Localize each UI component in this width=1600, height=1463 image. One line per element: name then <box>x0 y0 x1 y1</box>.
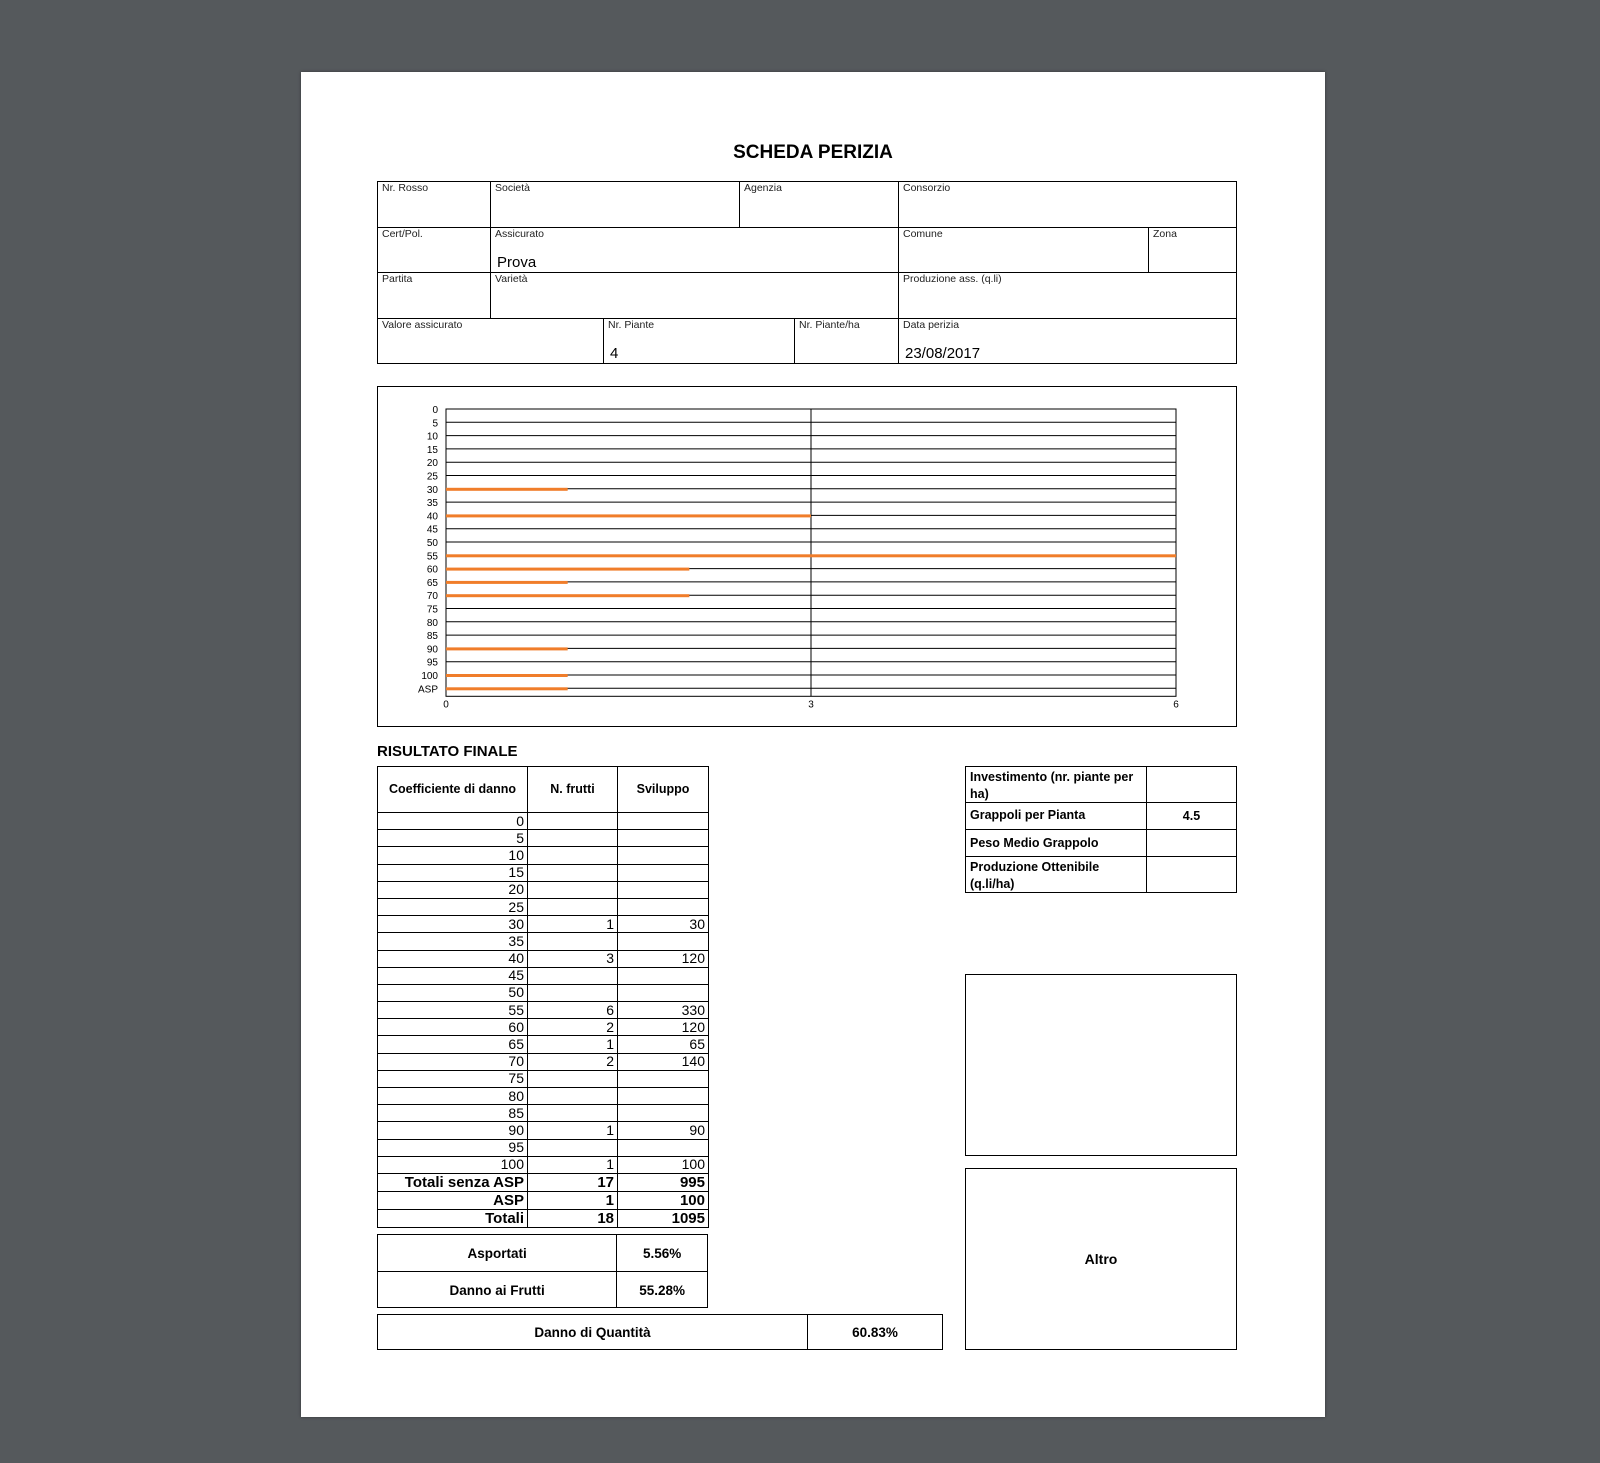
field-label: Partita <box>382 273 413 285</box>
cell-coefficiente: 100 <box>378 1156 528 1173</box>
cell-n-frutti <box>528 933 618 950</box>
cell-n-frutti <box>528 1070 618 1087</box>
y-tick-label: 40 <box>426 511 438 523</box>
field-produzione-ass <box>899 273 1237 319</box>
bar <box>446 488 568 491</box>
y-tick-label: 55 <box>426 551 438 563</box>
cell-n-frutti: 2 <box>528 1019 618 1036</box>
cell-sviluppo: 65 <box>618 1036 709 1053</box>
cell-coefficiente: 60 <box>378 1019 528 1036</box>
y-tick-label: 30 <box>426 484 438 496</box>
danno-frutti-label: Danno ai Frutti <box>378 1272 617 1308</box>
y-tick-label: 25 <box>426 471 438 483</box>
y-tick-label: 70 <box>426 591 438 603</box>
bar <box>446 568 689 571</box>
cell-n-frutti: 17 <box>528 1173 618 1191</box>
field-consorzio <box>899 182 1237 228</box>
field-label: Zona <box>1153 228 1177 240</box>
table-row <box>378 933 709 950</box>
table-row <box>378 984 709 1001</box>
header-form <box>377 181 1237 364</box>
peso-label: Peso Medio Grappolo <box>970 836 1099 850</box>
bar <box>446 687 568 690</box>
cell-sviluppo: 995 <box>618 1173 709 1191</box>
bar <box>446 594 689 597</box>
field-value: 23/08/2017 <box>905 345 981 362</box>
field-label: Data perizia <box>903 319 960 331</box>
cell-coefficiente: ASP <box>378 1191 528 1209</box>
table-row <box>378 813 709 830</box>
field-varieta <box>491 273 899 319</box>
cell-coefficiente: 90 <box>378 1122 528 1139</box>
field-nr-piante <box>604 319 795 363</box>
y-tick-label: 45 <box>426 524 438 536</box>
danno-quantita-label: Danno di Quantità <box>378 1315 808 1349</box>
bar <box>446 554 1176 557</box>
field-label: Valore assicurato <box>382 319 463 331</box>
x-tick-label: 6 <box>1173 699 1179 711</box>
cell-n-frutti <box>528 984 618 1001</box>
damage-chart <box>377 386 1237 727</box>
y-tick-label: 15 <box>426 444 438 456</box>
produzione-value <box>1146 857 1236 892</box>
cell-sviluppo <box>618 881 709 898</box>
field-nr-piante-ha <box>795 319 899 363</box>
cell-sviluppo <box>618 1139 709 1156</box>
cell-coefficiente: Totali <box>378 1209 528 1227</box>
field-label: Cert/Pol. <box>382 228 423 240</box>
field-value: Prova <box>497 254 537 271</box>
table-row <box>378 1122 709 1139</box>
cell-coefficiente: 30 <box>378 916 528 933</box>
field-assicurato <box>491 228 899 273</box>
cell-n-frutti <box>528 1105 618 1122</box>
field-label: Nr. Piante <box>608 319 655 331</box>
y-tick-label: 60 <box>426 564 438 576</box>
cell-coefficiente: Totali senza ASP <box>378 1173 528 1191</box>
y-tick-label: 5 <box>432 418 438 430</box>
y-tick-label: 35 <box>426 498 438 510</box>
x-tick-label: 0 <box>443 699 449 711</box>
cell-coefficiente: 5 <box>378 830 528 847</box>
danno-frutti-row <box>378 1272 707 1308</box>
field-label: Nr. Piante/ha <box>799 319 860 331</box>
report-page <box>301 72 1325 1417</box>
y-tick-label: ASP <box>417 684 438 696</box>
cell-coefficiente: 50 <box>378 984 528 1001</box>
cell-n-frutti <box>528 1139 618 1156</box>
cell-coefficiente: 70 <box>378 1053 528 1070</box>
table-row <box>378 1002 709 1019</box>
table-row <box>378 1036 709 1053</box>
cell-sviluppo: 140 <box>618 1053 709 1070</box>
produzione-row <box>966 857 1236 892</box>
cell-coefficiente: 15 <box>378 864 528 881</box>
percent-summary-box <box>377 1234 708 1308</box>
y-tick-label: 10 <box>426 431 438 443</box>
cell-n-frutti <box>528 898 618 915</box>
cell-sviluppo <box>618 1105 709 1122</box>
cell-coefficiente: 80 <box>378 1088 528 1105</box>
y-tick-label: 90 <box>426 644 438 656</box>
cell-n-frutti: 18 <box>528 1209 618 1227</box>
side-info-table <box>965 766 1237 893</box>
produzione-label: Produzione Ottenibile (q.li/ha) <box>970 860 1100 891</box>
y-tick-label: 75 <box>426 604 438 616</box>
col-header-n-frutti: N. frutti <box>528 767 618 813</box>
cell-sviluppo <box>618 864 709 881</box>
table-row <box>378 1053 709 1070</box>
bar <box>446 647 568 650</box>
field-label: Comune <box>903 228 943 240</box>
grappoli-row <box>966 803 1236 830</box>
y-tick-label: 65 <box>426 577 438 589</box>
field-nr-rosso <box>378 182 491 228</box>
cell-sviluppo: 90 <box>618 1122 709 1139</box>
table-row <box>378 1019 709 1036</box>
table-row <box>378 1139 709 1156</box>
danno-quantita-box <box>377 1314 943 1350</box>
cell-sviluppo <box>618 967 709 984</box>
cell-sviluppo: 100 <box>618 1191 709 1209</box>
field-label: Assicurato <box>495 228 545 240</box>
cell-sviluppo <box>618 898 709 915</box>
asportati-value: 5.56% <box>643 1245 682 1261</box>
bar <box>446 514 811 517</box>
cell-coefficiente: 95 <box>378 1139 528 1156</box>
cell-coefficiente: 55 <box>378 1002 528 1019</box>
field-value: 4 <box>610 345 619 362</box>
field-label: Agenzia <box>744 182 782 194</box>
altro-box: Altro <box>965 1168 1237 1350</box>
peso-value <box>1146 830 1236 856</box>
y-tick-label: 80 <box>426 617 438 629</box>
table-row <box>378 1105 709 1122</box>
peso-row <box>966 830 1236 857</box>
table-row <box>378 830 709 847</box>
totals-row <box>378 1209 709 1227</box>
danno-quantita-row <box>378 1315 942 1349</box>
field-valore-assicurato <box>378 319 604 363</box>
cell-coefficiente: 0 <box>378 813 528 830</box>
cell-sviluppo <box>618 984 709 1001</box>
asportati-row <box>378 1235 707 1272</box>
x-tick-label: 3 <box>808 699 814 711</box>
cell-coefficiente: 65 <box>378 1036 528 1053</box>
cell-n-frutti <box>528 813 618 830</box>
totals-row <box>378 1173 709 1191</box>
cell-coefficiente: 85 <box>378 1105 528 1122</box>
cell-n-frutti: 1 <box>528 1156 618 1173</box>
result-title: RISULTATO FINALE <box>377 743 518 760</box>
cell-sviluppo: 1095 <box>618 1209 709 1227</box>
blank-box <box>965 974 1237 1156</box>
result-table <box>377 766 709 1228</box>
grappoli-value: 4.5 <box>1146 803 1236 829</box>
cell-sviluppo <box>618 813 709 830</box>
cell-sviluppo <box>618 830 709 847</box>
table-row <box>378 1070 709 1087</box>
field-comune <box>899 228 1149 273</box>
cell-n-frutti: 1 <box>528 1191 618 1209</box>
cell-n-frutti <box>528 830 618 847</box>
cell-sviluppo: 100 <box>618 1156 709 1173</box>
table-row <box>378 881 709 898</box>
cell-sviluppo: 120 <box>618 1019 709 1036</box>
cell-coefficiente: 25 <box>378 898 528 915</box>
cell-coefficiente: 45 <box>378 967 528 984</box>
investimento-value <box>1146 767 1236 802</box>
page-title: SCHEDA PERIZIA <box>733 142 893 163</box>
investimento-row <box>966 767 1236 803</box>
asportati-label: Asportati <box>378 1235 617 1271</box>
cell-n-frutti <box>528 1088 618 1105</box>
cell-coefficiente: 75 <box>378 1070 528 1087</box>
cell-sviluppo <box>618 847 709 864</box>
cell-n-frutti <box>528 864 618 881</box>
cell-n-frutti: 6 <box>528 1002 618 1019</box>
cell-coefficiente: 10 <box>378 847 528 864</box>
bar <box>446 674 568 677</box>
field-cert-pol <box>378 228 491 273</box>
field-label: Produzione ass. (q.li) <box>903 273 1002 285</box>
y-tick-label: 95 <box>426 657 438 669</box>
cell-n-frutti <box>528 881 618 898</box>
field-data-perizia <box>899 319 1237 363</box>
cell-n-frutti: 1 <box>528 1036 618 1053</box>
y-tick-label: 85 <box>426 631 438 643</box>
table-row <box>378 864 709 881</box>
cell-n-frutti <box>528 967 618 984</box>
table-row <box>378 950 709 967</box>
col-header-coefficiente: Coefficiente di danno <box>378 767 528 813</box>
field-label: Società <box>495 182 531 194</box>
table-row <box>378 898 709 915</box>
field-label: Varietà <box>495 273 528 285</box>
cell-coefficiente: 40 <box>378 950 528 967</box>
danno-frutti-value: 55.28% <box>639 1282 686 1298</box>
table-row <box>378 847 709 864</box>
field-label: Consorzio <box>903 182 951 194</box>
cell-n-frutti: 2 <box>528 1053 618 1070</box>
cell-n-frutti: 3 <box>528 950 618 967</box>
cell-sviluppo: 120 <box>618 950 709 967</box>
cell-sviluppo <box>618 1070 709 1087</box>
bar <box>446 581 568 584</box>
totals-row <box>378 1191 709 1209</box>
cell-sviluppo: 30 <box>618 916 709 933</box>
y-tick-label: 50 <box>426 538 438 549</box>
cell-n-frutti: 1 <box>528 1122 618 1139</box>
field-label: Nr. Rosso <box>382 182 429 194</box>
col-header-sviluppo: Sviluppo <box>618 767 709 813</box>
cell-sviluppo <box>618 933 709 950</box>
field-zona <box>1149 228 1237 273</box>
table-row <box>378 916 709 933</box>
cell-sviluppo <box>618 1088 709 1105</box>
danno-quantita-value: 60.83% <box>852 1324 898 1340</box>
field-partita <box>378 273 491 319</box>
table-row <box>378 1088 709 1105</box>
y-tick-label: 20 <box>426 458 438 470</box>
cell-sviluppo: 330 <box>618 1002 709 1019</box>
table-row <box>378 967 709 984</box>
cell-coefficiente: 35 <box>378 933 528 950</box>
cell-n-frutti <box>528 847 618 864</box>
y-tick-label: 0 <box>432 405 438 416</box>
cell-coefficiente: 20 <box>378 881 528 898</box>
y-tick-label: 100 <box>421 671 438 682</box>
damage-chart-svg <box>378 387 1236 726</box>
table-row <box>378 1156 709 1173</box>
field-agenzia <box>740 182 899 228</box>
cell-n-frutti: 1 <box>528 916 618 933</box>
investimento-label: Investimento (nr. piante per ha) <box>970 770 1134 801</box>
grappoli-label: Grappoli per Pianta <box>970 808 1086 822</box>
field-societa <box>491 182 740 228</box>
